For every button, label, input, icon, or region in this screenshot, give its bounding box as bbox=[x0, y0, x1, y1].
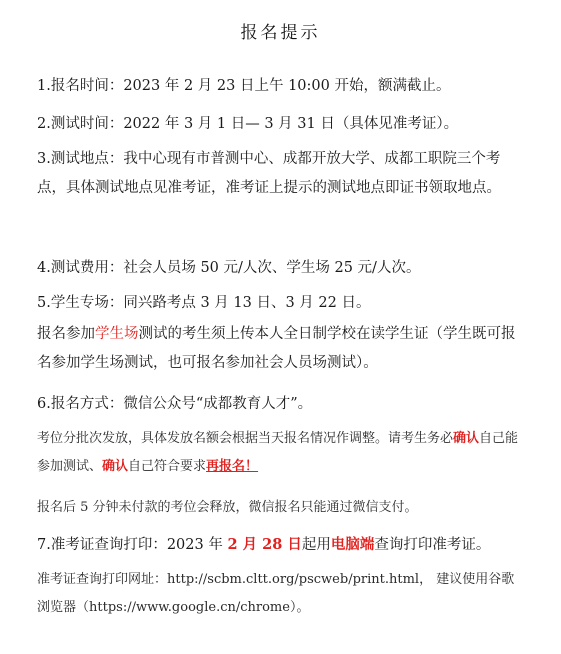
item-registration-method-text: 6.报名方式：微信公众号“成都教育人才”。 bbox=[37, 396, 313, 412]
item-registration-time bbox=[37, 72, 527, 101]
payment-note bbox=[37, 494, 527, 522]
item-admission-ticket bbox=[37, 530, 527, 560]
ticket-url-text: 准考证查询打印网址：http://scbm.cltt.org/pscweb/print.html， 建议使用谷歌浏览器（https://www.google.cn/chrome）。 bbox=[37, 572, 515, 615]
ticket-date-highlight: 2 月 28 日 bbox=[227, 536, 302, 553]
student-note-highlight: 学生场 bbox=[95, 326, 139, 342]
item-test-location bbox=[37, 145, 527, 203]
payment-note-text: 报名后 5 分钟未付款的考位会释放，微信报名只能通过微信支付。 bbox=[37, 500, 418, 515]
student-session-note bbox=[37, 320, 527, 378]
item-registration-time-text: 1.报名时间：2023 年 2 月 23 日上午 10:00 开始，额满截止。 bbox=[37, 78, 451, 94]
item-registration-method bbox=[37, 390, 527, 419]
register-again-highlight: 再报名！ bbox=[206, 459, 259, 474]
confirm-highlight-1: 确认 bbox=[453, 431, 480, 446]
registration-note-b: 自己能参加测试、 bbox=[37, 431, 519, 474]
registration-note-a: 考位分批次发放，具体发放名额会根据当天报名情况作调整。请考生务必 bbox=[37, 431, 454, 446]
page-title: 报名提示 bbox=[240, 23, 321, 43]
student-note-pre: 报名参加 bbox=[37, 326, 95, 342]
ticket-text-c: 查询打印准考证。 bbox=[374, 537, 491, 553]
item-student-session-text: 5.学生专场：同兴路考点 3 月 13 日、3 月 22 日。 bbox=[37, 295, 371, 311]
item-test-fee bbox=[37, 254, 527, 283]
ticket-text-b: 起用 bbox=[301, 537, 331, 553]
ticket-url-note bbox=[37, 566, 527, 622]
item-test-fee-text: 4.测试费用：社会人员场 50 元/人次、学生场 25 元/人次。 bbox=[37, 260, 421, 276]
confirm-highlight-2: 确认 bbox=[102, 459, 129, 474]
item-student-session bbox=[37, 289, 527, 318]
ticket-pc-highlight: 电脑端 bbox=[330, 536, 375, 553]
registration-note-c: 自己符合要求 bbox=[128, 459, 207, 474]
item-test-location-text: 3.测试地点：我中心现有市普测中心、成都开放大学、成都工职院三个考点，具体测试地点见准考证，准考证上提示的测试地点即证书领取地点。 bbox=[37, 151, 501, 196]
registration-note bbox=[37, 425, 527, 481]
ticket-text-a: 7.准考证查询打印：2023 年 bbox=[37, 537, 228, 553]
student-note-post: 测试的考生须上传本人全日制学校在读学生证（学生既可报名参加学生场测试，也可报名参加社会人员场测试）。 bbox=[37, 326, 516, 371]
item-test-time bbox=[37, 110, 527, 139]
item-test-time-text: 2.测试时间：2022 年 3 月 1 日— 3 月 31 日（具体见准考证）。 bbox=[37, 116, 459, 132]
